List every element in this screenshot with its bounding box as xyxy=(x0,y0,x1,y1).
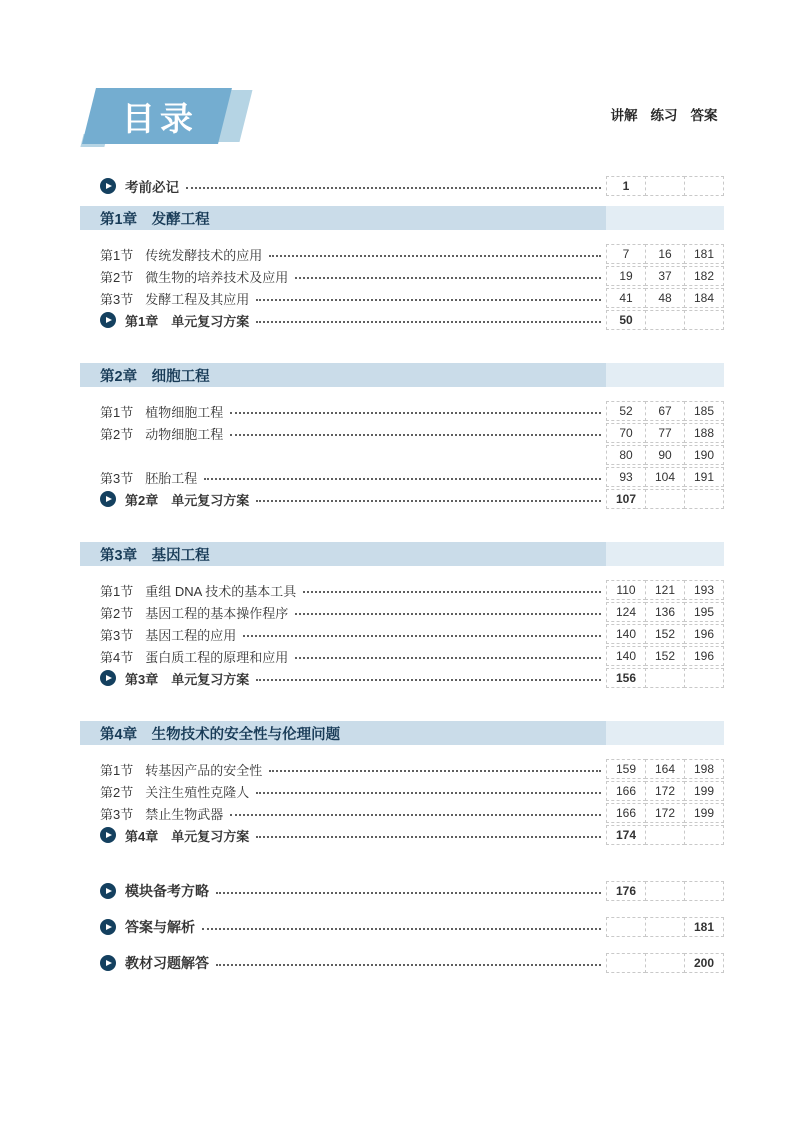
page-number-cells xyxy=(606,624,724,644)
page-cell: 93 xyxy=(606,467,646,487)
page-cell xyxy=(645,917,685,937)
page-title: 目录 xyxy=(121,99,198,137)
chapter-block xyxy=(80,721,724,845)
section-number: 第1节 xyxy=(100,404,134,420)
chapter-block xyxy=(80,363,724,509)
play-icon xyxy=(100,178,116,194)
chapter-bar-extension xyxy=(606,721,724,745)
toc-row xyxy=(80,917,724,937)
chapter-rows xyxy=(80,580,724,688)
toc-body xyxy=(80,176,724,973)
page-cell: 110 xyxy=(606,580,646,600)
section-number: 第2节 xyxy=(100,605,134,621)
dot-leader xyxy=(204,478,601,480)
chapter-header-bar xyxy=(80,721,724,745)
page-cell: 152 xyxy=(645,624,685,644)
chapter-rows xyxy=(80,244,724,330)
column-header-practice: 练习 xyxy=(650,108,678,123)
page-cell: 67 xyxy=(645,401,685,421)
dot-leader xyxy=(256,321,601,323)
page-cell xyxy=(606,953,646,973)
entry-label: 动物细胞工程 xyxy=(145,426,224,442)
page-cell xyxy=(645,953,685,973)
page-number-cells xyxy=(606,310,724,330)
dot-leader xyxy=(256,500,601,502)
toc-row xyxy=(80,881,724,901)
dot-leader xyxy=(230,412,601,414)
entry-label: 第2章 单元复习方案 xyxy=(125,492,250,508)
toc-row xyxy=(80,624,724,644)
page-cell: 48 xyxy=(645,288,685,308)
dot-leader xyxy=(243,635,601,637)
toc-row xyxy=(80,781,724,801)
page-cell: 77 xyxy=(645,423,685,443)
page-cell: 7 xyxy=(606,244,646,264)
toc-row xyxy=(80,668,724,688)
page-cell: 164 xyxy=(645,759,685,779)
toc-header xyxy=(80,88,724,148)
entry-label: 关注生殖性克隆人 xyxy=(145,784,250,800)
dot-leader xyxy=(216,892,601,894)
page-cell: 136 xyxy=(645,602,685,622)
page-number-cells xyxy=(606,881,724,901)
toc-row xyxy=(80,803,724,823)
page-cell: 1 xyxy=(606,176,646,196)
toc-row xyxy=(80,423,724,443)
page-number-cells xyxy=(606,401,724,421)
toc-row xyxy=(80,489,724,509)
toc-row xyxy=(80,467,724,487)
entry-label: 教材习题解答 xyxy=(125,955,209,971)
toc-row xyxy=(80,825,724,845)
page-cell: 181 xyxy=(684,244,724,264)
page-cell: 184 xyxy=(684,288,724,308)
section-number: 第2节 xyxy=(100,269,134,285)
column-header-answers: 答案 xyxy=(690,108,718,123)
page-cell: 190 xyxy=(684,445,724,465)
page-cell: 19 xyxy=(606,266,646,286)
column-header-explain: 讲解 xyxy=(610,108,638,123)
dot-leader xyxy=(269,770,601,772)
page-cell xyxy=(645,668,685,688)
page-number-cells xyxy=(606,445,724,465)
page-cell: 41 xyxy=(606,288,646,308)
entry-label: 微生物的培养技术及应用 xyxy=(145,269,289,285)
toc-row xyxy=(80,288,724,308)
chapter-title: 第1章 发酵工程 xyxy=(100,211,210,228)
dot-leader xyxy=(295,657,601,659)
page-cell xyxy=(684,489,724,509)
entry-label: 基因工程的基本操作程序 xyxy=(145,605,289,621)
chapter-bar-extension xyxy=(606,542,724,566)
page-cell xyxy=(684,176,724,196)
page-cell: 107 xyxy=(606,489,646,509)
section-number: 第1节 xyxy=(100,583,134,599)
toc-row xyxy=(80,602,724,622)
chapter-rows xyxy=(80,759,724,845)
page-cell: 181 xyxy=(684,917,724,937)
page-cell: 152 xyxy=(645,646,685,666)
chapter-bar-extension xyxy=(606,206,724,230)
entry-label: 重组 DNA 技术的基本工具 xyxy=(145,583,297,599)
page-cell: 198 xyxy=(684,759,724,779)
page-cell xyxy=(684,825,724,845)
chapter-block xyxy=(80,542,724,688)
page-cell: 16 xyxy=(645,244,685,264)
page-cell: 196 xyxy=(684,646,724,666)
page-number-cells xyxy=(606,467,724,487)
dot-leader xyxy=(230,814,601,816)
dot-leader xyxy=(202,928,601,930)
dot-leader xyxy=(303,591,601,593)
page-number-cells xyxy=(606,266,724,286)
page-number-cells xyxy=(606,668,724,688)
toc-row xyxy=(80,580,724,600)
chapter-bar-left xyxy=(80,363,606,387)
page-cell: 140 xyxy=(606,646,646,666)
play-icon xyxy=(100,491,116,507)
play-icon xyxy=(100,883,116,899)
section-number: 第1节 xyxy=(100,247,134,263)
page-cell xyxy=(645,825,685,845)
page-cell: 37 xyxy=(645,266,685,286)
entry-label: 考前必记 xyxy=(125,180,179,195)
section-number: 第3节 xyxy=(100,291,134,307)
page-number-cells xyxy=(606,825,724,845)
page-cell xyxy=(645,881,685,901)
section-number: 第3节 xyxy=(100,806,134,822)
page-column-headers xyxy=(604,104,724,124)
chapter-bar-extension xyxy=(606,363,724,387)
chapter-bar-left xyxy=(80,542,606,566)
page-cell: 196 xyxy=(684,624,724,644)
toc-row xyxy=(80,266,724,286)
page-cell: 166 xyxy=(606,803,646,823)
chapter-title: 第2章 细胞工程 xyxy=(100,368,210,385)
entry-label: 答案与解析 xyxy=(125,919,195,935)
chapter-rows xyxy=(80,401,724,509)
entry-label: 第4章 单元复习方案 xyxy=(125,828,250,844)
page-cell: 166 xyxy=(606,781,646,801)
chapter-header-bar xyxy=(80,542,724,566)
page-cell: 200 xyxy=(684,953,724,973)
page-number-cells xyxy=(606,953,724,973)
page-cell: 80 xyxy=(606,445,646,465)
page-number-cells xyxy=(606,288,724,308)
play-icon xyxy=(100,670,116,686)
page-cell: 174 xyxy=(606,825,646,845)
page-number-cells xyxy=(606,646,724,666)
page-number-cells xyxy=(606,759,724,779)
page-cell: 193 xyxy=(684,580,724,600)
page-cell: 140 xyxy=(606,624,646,644)
page-cell: 195 xyxy=(684,602,724,622)
page-cell xyxy=(645,176,685,196)
section-number: 第3节 xyxy=(100,470,134,486)
page-number-cells xyxy=(606,781,724,801)
page-number-cells xyxy=(606,176,724,196)
chapter-title: 第4章 生物技术的安全性与伦理问题 xyxy=(100,726,341,743)
entry-label: 转基因产品的安全性 xyxy=(145,762,263,778)
page-cell xyxy=(645,310,685,330)
page-cell xyxy=(684,310,724,330)
entry-label: 第1章 单元复习方案 xyxy=(125,313,250,329)
page-cell: 70 xyxy=(606,423,646,443)
page-cell: 191 xyxy=(684,467,724,487)
page-cell xyxy=(684,881,724,901)
toc-row xyxy=(80,310,724,330)
dot-leader xyxy=(295,277,601,279)
section-number: 第4节 xyxy=(100,649,134,665)
page-cell xyxy=(684,668,724,688)
page-cell: 156 xyxy=(606,668,646,688)
play-icon xyxy=(100,919,116,935)
page-cell: 182 xyxy=(684,266,724,286)
entry-label: 基因工程的应用 xyxy=(145,627,237,643)
page-cell xyxy=(645,489,685,509)
dot-leader xyxy=(256,836,601,838)
toc-row xyxy=(80,953,724,973)
entry-label: 第3章 单元复习方案 xyxy=(125,671,250,687)
section-number: 第1节 xyxy=(100,762,134,778)
play-icon xyxy=(100,827,116,843)
toc-row xyxy=(80,445,724,465)
entry-label: 传统发酵技术的应用 xyxy=(145,247,263,263)
entry-label: 胚胎工程 xyxy=(145,470,198,486)
page-cell: 52 xyxy=(606,401,646,421)
chapter-title: 第3章 基因工程 xyxy=(100,547,210,564)
toc-row xyxy=(80,401,724,421)
page-number-cells xyxy=(606,244,724,264)
page-cell: 176 xyxy=(606,881,646,901)
page-number-cells xyxy=(606,580,724,600)
toc-row xyxy=(80,176,724,196)
dot-leader xyxy=(256,679,601,681)
dot-leader xyxy=(216,964,601,966)
page-number-cells xyxy=(606,602,724,622)
page-cell: 199 xyxy=(684,781,724,801)
page-cell: 50 xyxy=(606,310,646,330)
toc-row xyxy=(80,244,724,264)
page-cell: 121 xyxy=(645,580,685,600)
page-cell: 199 xyxy=(684,803,724,823)
page-cell: 185 xyxy=(684,401,724,421)
section-number: 第2节 xyxy=(100,426,134,442)
chapter-bar-left xyxy=(80,721,606,745)
title-banner xyxy=(80,88,275,146)
entry-label: 植物细胞工程 xyxy=(145,404,224,420)
chapter-header-bar xyxy=(80,363,724,387)
page-number-cells xyxy=(606,803,724,823)
page-cell: 104 xyxy=(645,467,685,487)
page-cell: 172 xyxy=(645,803,685,823)
banner-main-shape xyxy=(82,88,232,144)
page-number-cells xyxy=(606,423,724,443)
dot-leader xyxy=(269,255,601,257)
page-cell: 90 xyxy=(645,445,685,465)
dot-leader xyxy=(256,299,601,301)
page-cell: 188 xyxy=(684,423,724,443)
section-number: 第3节 xyxy=(100,627,134,643)
play-icon xyxy=(100,312,116,328)
page-cell: 172 xyxy=(645,781,685,801)
dot-leader xyxy=(230,434,601,436)
entry-label: 模块备考方略 xyxy=(125,883,209,899)
page-cell: 124 xyxy=(606,602,646,622)
chapter-header-bar xyxy=(80,206,724,230)
toc-row xyxy=(80,646,724,666)
dot-leader xyxy=(295,613,601,615)
page-number-cells xyxy=(606,917,724,937)
toc-row xyxy=(80,759,724,779)
chapter-block xyxy=(80,206,724,330)
chapter-bar-left xyxy=(80,206,606,230)
entry-label: 蛋白质工程的原理和应用 xyxy=(145,649,289,665)
entry-label: 发酵工程及其应用 xyxy=(145,291,250,307)
dot-leader xyxy=(186,187,601,189)
page-number-cells xyxy=(606,489,724,509)
page-cell xyxy=(606,917,646,937)
page-cell: 159 xyxy=(606,759,646,779)
play-icon xyxy=(100,955,116,971)
dot-leader xyxy=(256,792,601,794)
entry-label: 禁止生物武器 xyxy=(145,806,224,822)
section-number: 第2节 xyxy=(100,784,134,800)
